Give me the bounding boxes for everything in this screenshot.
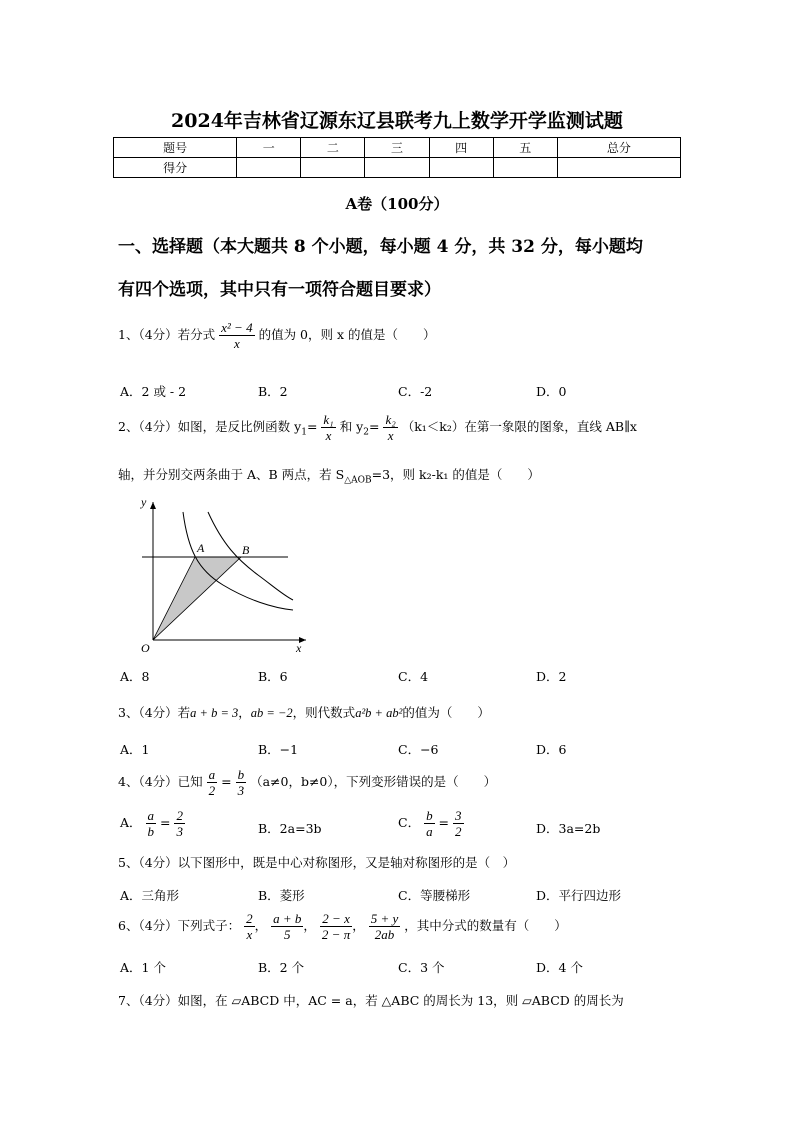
q2-p1: 2、（4分）如图，是反比例函数 y [118,419,302,434]
q4-f1-num: a [208,767,216,782]
exam-title: 2024年吉林省辽源东辽县联考九上数学开学监测试题 [171,110,623,132]
label-a: A [197,541,205,555]
q4-opt-a-d1: b [147,824,155,839]
q6-f2-num: a + b [273,911,302,926]
score-header-cell: 一 [237,138,301,158]
q3-prefix: 3、（4分）若 [118,705,191,720]
q6-f3-den: 2 − π [321,927,351,942]
q3-expr1: a + b = 3 [190,706,239,720]
score-cell[interactable] [429,158,493,178]
curve-k2 [208,512,293,600]
q1-option-b[interactable]: B．2 [258,384,288,399]
score-table-score-row [114,158,681,178]
question-5: 5、（4分）以下图形中，既是中心对称图形，又是轴对称图形的是（ ） [118,855,516,870]
question-2-line1 [118,412,637,443]
q3-expr3: a²b + ab² [355,706,403,720]
score-table [113,137,681,178]
q4-fraction-2 [236,767,247,798]
volume-heading: A卷（100分） [345,195,449,213]
q4-opt-a-label: A． [120,815,142,830]
q6-f1-num: 2 [246,911,253,926]
q3-option-b[interactable]: B．−1 [258,742,299,757]
q2-f1-num: k₁ [323,412,334,427]
q4-opt-a-frac2 [174,808,185,839]
q6-comma: ， [254,918,268,933]
score-header-cell: 四 [429,138,493,158]
q4-opt-c-eq: = [438,815,450,830]
score-header-cell: 总分 [557,138,680,158]
label-x: x [296,641,302,655]
q4-opt-a-n2: 2 [176,808,183,823]
q3-mid: ，则代数式 [292,705,356,720]
q4-f2-den: 3 [237,783,245,798]
question-6 [118,911,567,942]
q2-sub2: 2 [363,427,369,438]
q6-comma: ， [352,918,365,933]
q1-suffix: 的值为 0，则 x 的值是（ ） [258,327,436,342]
q4-opt-c-d2: 2 [455,824,462,839]
q2-sub1: 1 [301,427,307,438]
q6-option-d[interactable]: D．4 个 [536,960,583,975]
q2-option-b[interactable]: B．6 [258,669,288,684]
q2-option-c[interactable]: C．4 [398,669,429,684]
q4-opt-a-n1: a [147,808,155,823]
q2-option-d[interactable]: D．2 [536,669,567,684]
q6-fraction-3 [320,911,352,942]
q6-fraction-4 [369,911,401,942]
question-7: 7、（4分）如图，在 ▱ABCD 中，AC = a，若 △ABC 的周长为 13，则 ▱ABCD 的周长为 [118,993,624,1008]
q4-opt-c-label: C． [398,815,421,830]
q4-option-b[interactable]: B．2a=3b [258,821,322,836]
q3-suffix: 的值为（ ） [402,705,490,720]
q6-suffix: ，其中分式的数量有（ ） [404,918,567,933]
q4-opt-a-eq: = [160,815,171,830]
q6-f4-den: 2ab [374,927,395,942]
question-3 [118,703,490,721]
q2-f2-den: x [387,428,394,443]
q4-opt-c-d1: a [426,824,433,839]
q5-option-d[interactable]: D．平行四边形 [536,888,622,903]
q4-prefix: 4、（4分）已知 [118,774,203,789]
q3-option-a[interactable]: A．1 [120,742,150,757]
q2-line2-sub: △AOB [344,475,372,486]
q6-f1-den: x [246,927,253,942]
y-axis-arrow-icon [150,502,156,509]
label-y: y [141,495,147,509]
q2-p2: 和 y [339,419,364,434]
q2-p3: （k₁＜k₂）在第一象限的图象，直线 AB∥x [401,419,637,434]
question-1 [118,320,436,351]
score-cell[interactable] [493,158,557,178]
q1-prefix: 1、（4分）若分式 [118,327,216,342]
q4-opt-c-frac1 [424,808,435,839]
q2-f1-den: x [325,428,332,443]
label-o: O [141,641,150,655]
score-table-header-row [114,138,681,158]
question-2-line2 [118,465,540,486]
q1-fraction [219,320,254,351]
q2-fraction-2 [383,412,397,443]
q5-option-b[interactable]: B．菱形 [258,888,305,903]
q1-option-c[interactable]: C．-2 [398,384,433,399]
q2-eq1: = [306,419,318,434]
q6-f4-num: 5 + y [370,911,399,926]
q5-option-a[interactable]: A．三角形 [120,888,180,903]
q6-option-a[interactable]: A．1 个 [120,960,166,975]
score-row-label: 得分 [114,158,237,178]
q2-option-a[interactable]: A．8 [120,669,150,684]
q3-sep: ， [238,705,251,720]
q2-line2b: =3，则 k₂-k₁ 的值是（ ） [371,467,540,482]
score-header-cell: 二 [301,138,365,158]
q6-f3-num: 2 − x [320,911,352,927]
q5-option-c[interactable]: C．等腰梯形 [398,888,471,903]
score-cell[interactable] [365,158,429,178]
q4-eq: = [221,774,232,789]
q2-line2a: 轴，并分别交两条曲于 A、B 两点，若 S [118,467,345,482]
score-cell[interactable] [301,158,365,178]
q4-opt-c-n2: 3 [455,808,462,823]
q3-option-d[interactable]: D．6 [536,742,567,757]
q6-fraction-1 [244,911,255,942]
q1-option-d[interactable]: D．0 [536,384,567,399]
q4-option-d[interactable]: D．3a=2b [536,821,601,836]
q2-figure [128,490,313,660]
q1-frac-den: x [233,336,240,351]
q6-option-b[interactable]: B．2 个 [258,960,305,975]
q4-f1-den: 2 [208,783,216,798]
q2-f2-num: k₂ [385,412,396,427]
q6-option-c[interactable]: C．3 个 [398,960,445,975]
q4-suffix: （a≠0，b≠0），下列变形错误的是（ ） [250,774,497,789]
q3-option-c[interactable]: C．−6 [398,742,439,757]
q4-opt-c-n1: b [426,808,433,823]
section1-line1: 一、选择题（本大题共 8 个小题，每小题 4 分，共 32 分，每小题均 [118,237,643,257]
section1-line2: 有四个选项，其中只有一项符合题目要求） [118,280,441,300]
label-b: B [242,543,250,557]
score-header-cell: 五 [493,138,557,158]
score-header-cell: 题号 [114,138,237,158]
triangle-aob [153,557,241,640]
q3-expr2: ab = −2 [250,706,293,720]
q6-fraction-2 [271,911,303,942]
score-cell[interactable] [237,158,301,178]
score-cell[interactable] [557,158,680,178]
q4-f2-num: b [237,767,245,782]
q6-comma: ， [303,918,316,933]
q1-option-a[interactable]: A．2 或 - 2 [120,384,187,399]
q6-prefix: 6、（4分）下列式子： [118,918,241,933]
q4-opt-a-frac1 [146,808,157,839]
q4-option-a[interactable] [120,808,185,839]
q4-opt-c-frac2 [453,808,464,839]
q1-frac-num: x² − 4 [221,320,253,335]
q6-f2-den: 5 [284,927,291,942]
q2-fraction-1 [321,412,335,443]
q4-option-c[interactable] [398,808,464,839]
score-header-cell: 三 [365,138,429,158]
q4-fraction-1 [207,767,218,798]
q2-eq2: = [368,419,380,434]
question-4 [118,767,496,798]
q4-opt-a-d2: 3 [176,824,183,839]
